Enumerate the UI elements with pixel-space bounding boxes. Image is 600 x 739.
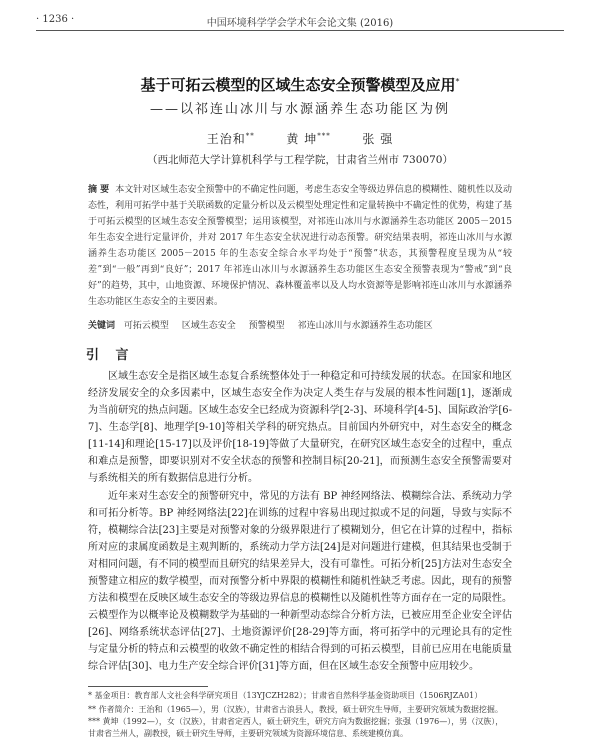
journal-title: 中国环境科学学会学术年会论文集 (2016) (206, 18, 394, 29)
body-paragraph: 区域生态安全是指区域生态复合系统整体处于一种稳定和可持续发展的状态。在国家和地区经济发展安全的众多因素中，区域生态安全作为决定人类生存与发展的根本性问题[1]，逐渐成为当前研究的热点问题。区域生态安全已经成为资源科学[2-3]、环境科学[4-5]、国际政治学[6-7]、生态学[8]、地理学[9-10]等相关学科的研究热点。目前国内外研究中，对生态安全的概念[11-14]和理论[15-17]以及评价[18-19]等做了大量研究，在研究区域生态安全的过程中，重点和难点是预警，即要识别对不安全状态的预警和控制目标[20-21]，而预测生态安全预警需要对与系统相关的所有数据信息进行分析。 (88, 371, 512, 484)
author-name: 张 强 (362, 132, 394, 146)
keyword: 祁连山冰川与水源涵养生态功能区 (297, 321, 433, 331)
running-header (36, 12, 564, 30)
footnote-rule (88, 686, 208, 687)
footnote: ** 作者简介：王治和（1965—），男（汉族），甘肃省古浪县人，教授，硕士研究生导师，主要研究领域为数据挖掘。 (88, 705, 503, 714)
paper-subtitle: ——以祁连山冰川与水源涵养生态功能区为例 (149, 102, 450, 117)
author-mark: *** (317, 132, 331, 140)
affiliation: （西北师范大学计算机科学与工程学院，甘肃省兰州市 730070） (147, 154, 453, 166)
abstract-text: 本文针对区域生态安全预警中的不确定性问题，考虑生态安全等级边界信息的模糊性、随机性以及动态性，利用可拓学中基于关联函数的定量分析以及云模型处理定性和定量转换中不确定性的优势，构建了基于可拓云模型的区域生态安全预警模型；运用该模型，对祁连山冰川与水源涵养生态功能区 2005－2015 年生态安全进行定量评价，并对 2017 年生态安全状况进行动态预警。研究结果表明，祁连山冰川与水源涵养生态功能区 2005－2015 年的生态安全综合水平均处于“预警”状态，其预警程度呈现为从“较差”到“一般”再到“良好”；2017 年祁连山冰川与水源涵养生态功能区生态安全预警表现为“警戒”到“良好”的趋势，其中，山地资源、环境保护情况、森林覆盖率以及人均水资源等是影响祁连山冰川与水源涵养生态功能区生态安全的主要因素。 (88, 185, 512, 307)
author-mark: ** (245, 132, 255, 140)
keyword: 预警模型 (248, 321, 285, 331)
paper-title (40, 74, 560, 95)
title-footnote-mark: * (455, 77, 460, 86)
page-number: · 1236 · (36, 14, 75, 25)
keywords (88, 318, 512, 331)
author-name: 王治和 (206, 132, 246, 146)
author-list (40, 130, 560, 147)
keywords-label: 关键词 (88, 321, 116, 331)
author-name: 黄 坤 (286, 132, 318, 146)
abstract (88, 182, 512, 310)
footnote: 甘肃省兰州人，副教授，硕士研究生导师，主要研究领域为资源环境信息、系统建模仿真。 (88, 729, 408, 738)
keyword: 可拓云模型 (123, 321, 169, 331)
header-rule (36, 30, 564, 31)
paper-title-text: 基于可拓云模型的区域生态安全预警模型及应用 (140, 76, 456, 94)
section-heading: 引 言 (86, 348, 135, 363)
abstract-label: 摘 要 (88, 185, 110, 195)
footnote: *** 黄坤（1992—），女（汉族），甘肃省定西人，硕士研究生，研究方向为数据挖掘；张强（1976—），男（汉族）， (88, 717, 504, 726)
footnote: * 基金项目：教育部人文社会科学研究项目（13YJCZH282）；甘肃省自然科学基金资助项目（1506RJZA01） (88, 691, 483, 700)
body-paragraph: 近年来对生态安全的预警研究中，常见的方法有 BP 神经网络法、模糊综合法、系统动力学和可拓分析等。BP 神经网络法[22]在训练的过程中容易出现过拟或不足的问题，导致与实际不符，模糊综合法[23]主要是对预警对象的分级界限进行了模糊划分，但它在计算的过程中，指标所对应的隶属度函数是主观判断的，系统动力学方法[24]是对问题进行建模，但其结果也受制于对相同问题，有不同的模型而且研究的结果差异大，没有可靠性。可拓分析[25]方法对生态安全预警建立相应的数学模型，而对预警分析中界限的模糊性和随机性缺乏考虑。因此，现有的预警方法和模型在反映区域生态安全的等级边界信息的模糊性以及随机性等方面存在一定的局限性。云模型作为以概率论及模糊数学为基础的一种新型动态综合分析方法，已被应用至企业安全评估[26]、网络系统状态评估[27]、土地资源评价[28-29]等方面，将可拓学中的元理论具有的定性与定量分析的特点和云模型的收敛不确定性的相结合得到的可拓云模型，目前已应用在电能质量综合评估[30]、电力生产安全综合评价[31]等方面，但在区域生态安全预警中应用较少。 (88, 491, 512, 672)
keyword: 区域生态安全 (181, 321, 236, 331)
